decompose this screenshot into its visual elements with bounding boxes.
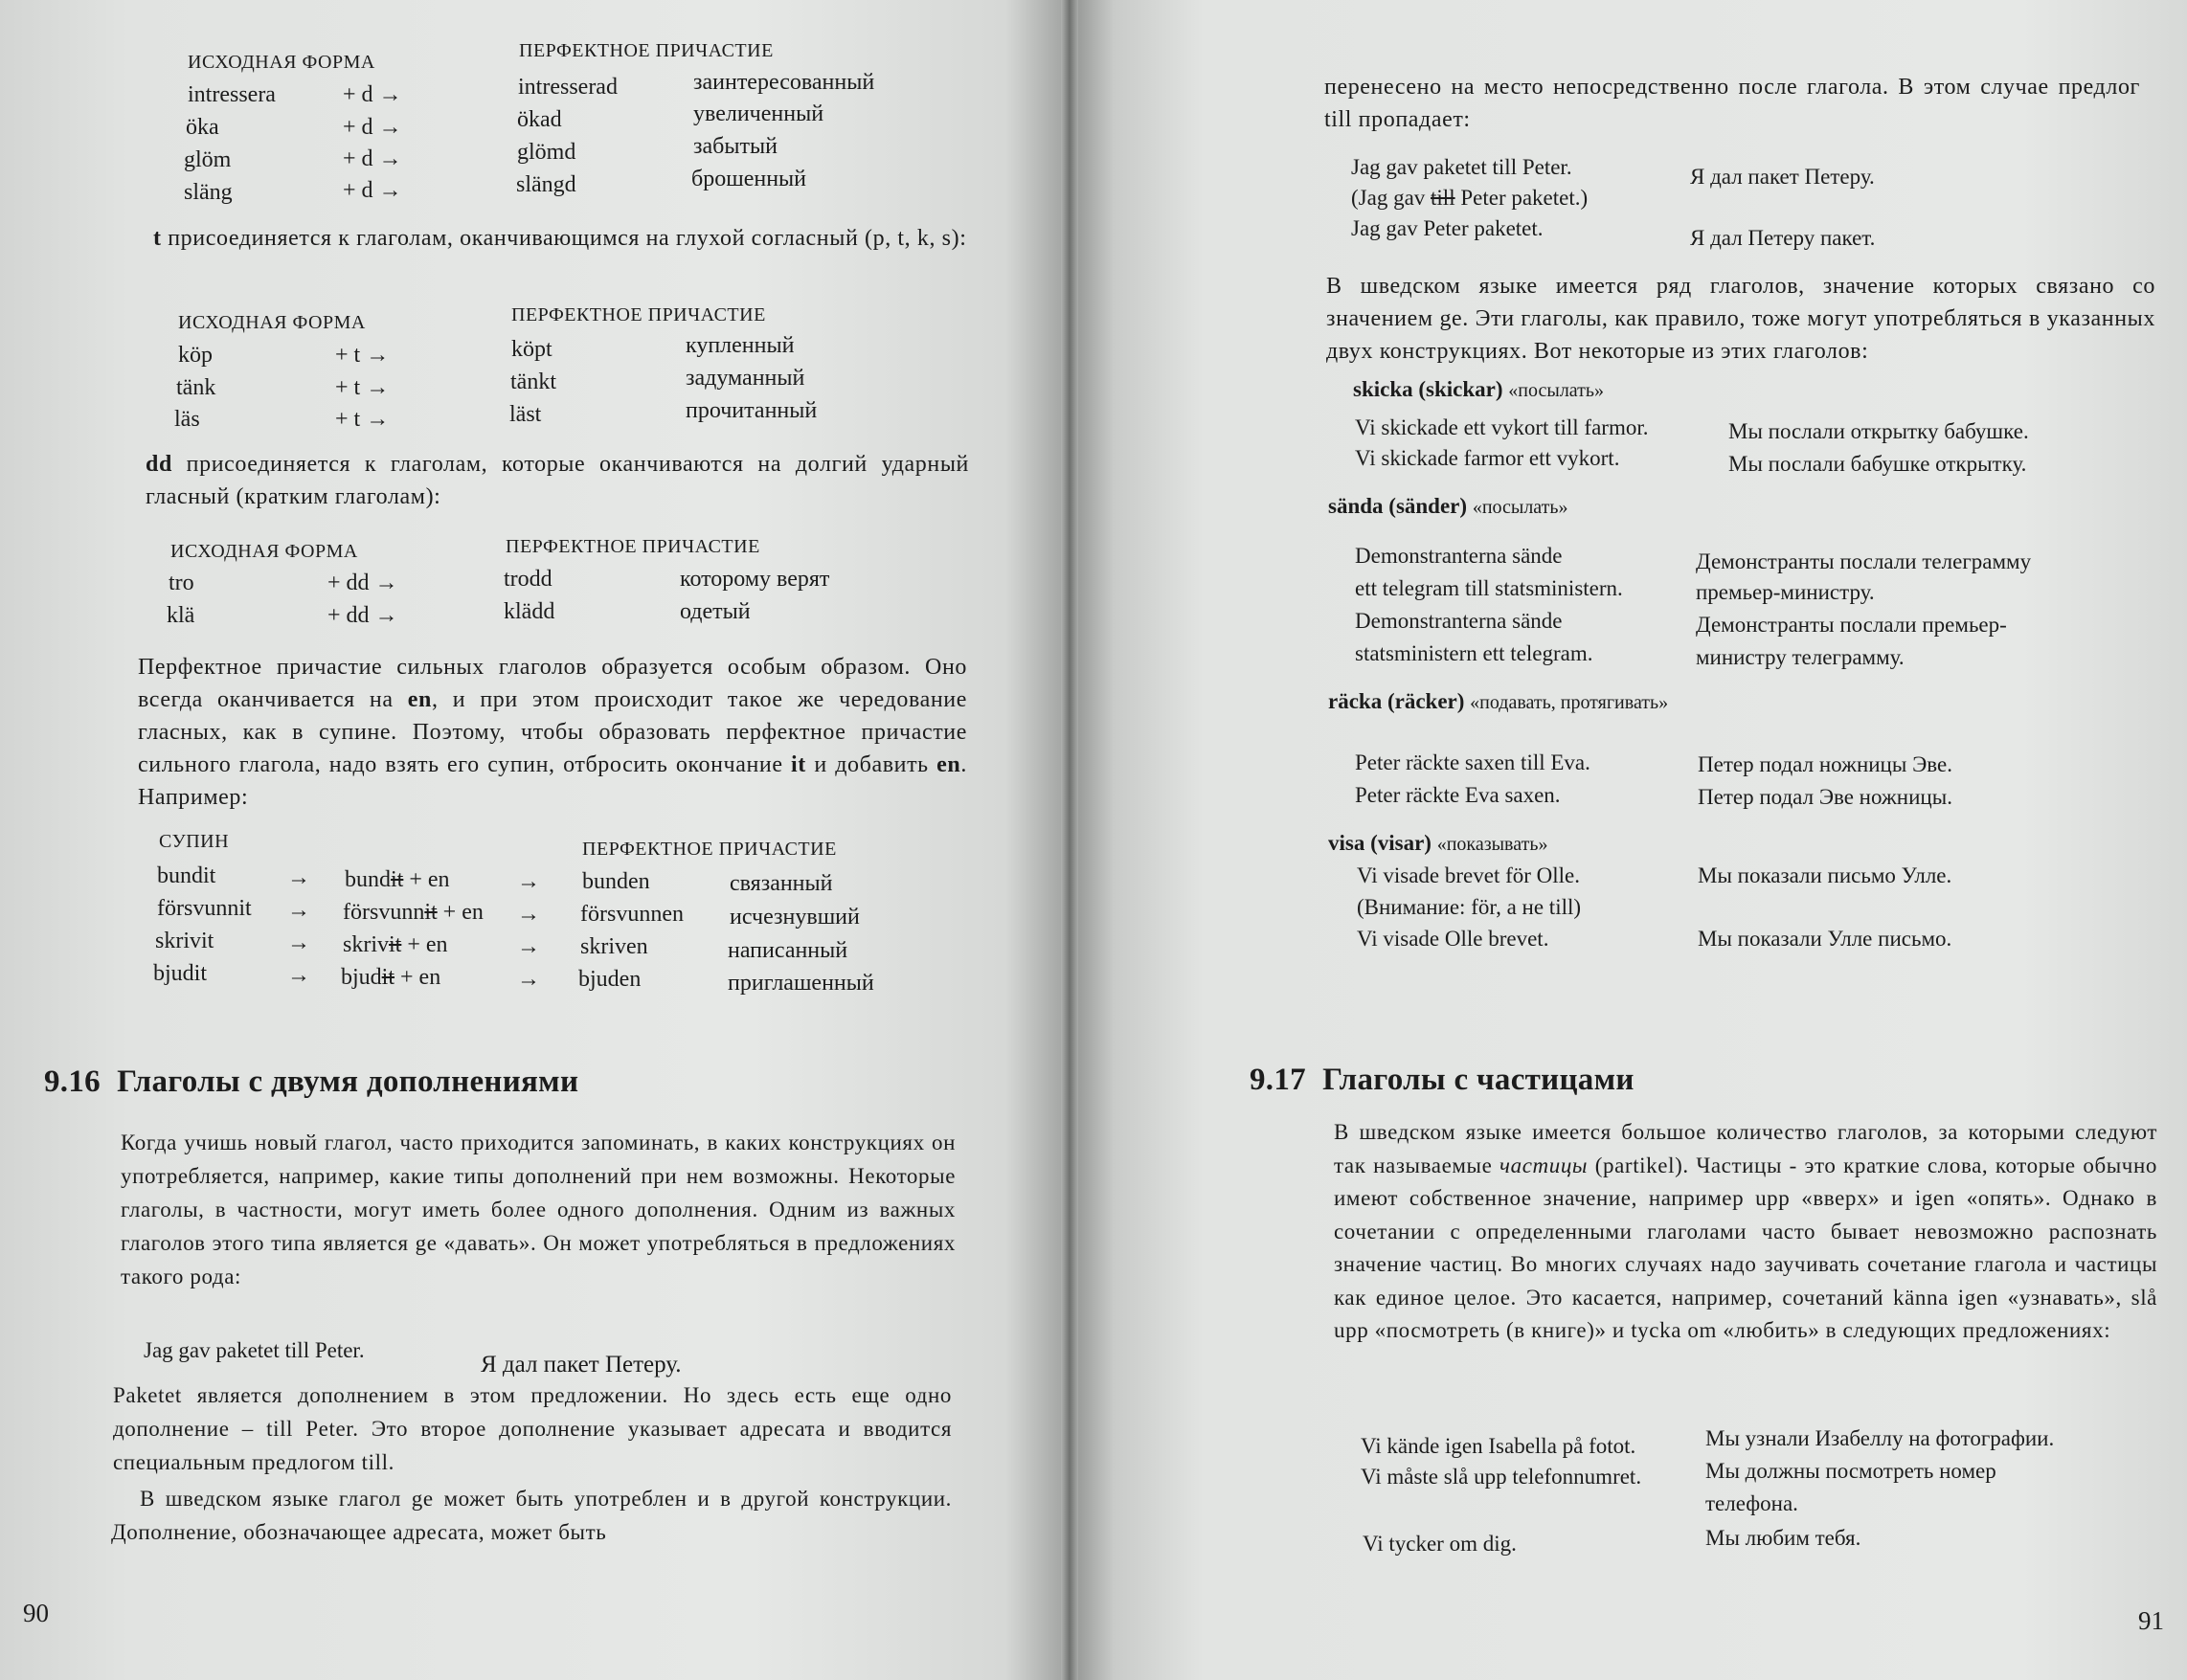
paragraph-ge-verbs: В шведском языке имеется ряд глаголов, значение которых связано со значением ge. Эти глаголы, как правило, тоже могут употребляться в указанных двух конструкциях. Вот некоторые из этих глаголов: xyxy=(1326,274,2155,364)
example-swedish: Jag gav paketet till Peter. xyxy=(144,1338,365,1362)
table-cell: intressera xyxy=(188,82,276,107)
table-cell xyxy=(341,965,440,991)
table-cell: köp xyxy=(178,343,213,368)
example-swedish: Vi tycker om dig. xyxy=(1363,1532,1517,1556)
section-number: 9.16 xyxy=(44,1064,101,1099)
para-text: . Например: xyxy=(138,752,967,810)
example-swedish: Demonstranterna sände xyxy=(1355,609,1563,633)
book-gutter xyxy=(1061,0,1078,1680)
arrow: → xyxy=(287,963,310,988)
rule-text: присоединяется к глаголам, которые оканчиваются на долгий ударный гласный (кратким глаголам): xyxy=(146,452,969,509)
table-cell: исчезнувший xyxy=(730,905,860,930)
section-number: 9.17 xyxy=(1250,1063,1306,1097)
table-cell: bunden xyxy=(582,869,650,894)
example-swedish: Vi kände igen Isabella på fotot. xyxy=(1361,1434,1636,1458)
table-cell: заинтересованный xyxy=(693,70,875,95)
left-page xyxy=(0,0,1070,1680)
table-cell: försvunnit xyxy=(157,896,252,921)
arrow: → xyxy=(517,934,540,959)
table-cell: + t → xyxy=(335,375,390,400)
example-swedish: Vi skickade farmor ett vykort. xyxy=(1355,446,1620,470)
verb-form: sända (sänder) xyxy=(1328,494,1468,518)
table4-head-supine: СУПИН xyxy=(159,831,230,852)
table-cell: + d → xyxy=(343,146,402,171)
table-cell xyxy=(345,867,450,893)
section-heading-916 xyxy=(44,1064,578,1100)
verb-head xyxy=(1353,377,1604,402)
intro-paragraph: Когда учишь новый глагол, часто приходится запоминать, в каких конструкциях он употребляется, например, какие типы дополнений при нем возможны. Некоторые глаголы, в частности, могут иметь более одного дополнения. Одним из важных глаголов этого типа является ge «давать». Он может употребляться в предложениях такого рода: xyxy=(121,1131,956,1288)
table1-head-participle: ПЕРФЕКТНОЕ ПРИЧАСТИЕ xyxy=(519,40,774,61)
example-russian: Петер подал Эве ножницы. xyxy=(1698,785,1952,809)
table-cell: купленный xyxy=(686,333,795,358)
table-cell: которому верят xyxy=(680,567,830,592)
strong-verbs-paragraph xyxy=(138,651,967,814)
example-swedish: Vi måste slå upp telefonnumret. xyxy=(1361,1465,1642,1489)
table-cell: забытый xyxy=(693,134,778,159)
example-swedish: Jag gav paketet till Peter. xyxy=(1351,155,1572,179)
example-russian: Мы послали открытку бабушке. xyxy=(1728,419,2029,443)
example-swedish: statsministern ett telegram. xyxy=(1355,641,1593,665)
example-swedish: Demonstranterna sände xyxy=(1355,544,1563,568)
table-cell: tänk xyxy=(176,375,216,400)
para-text: (partikel). Частицы - это краткие слова, которые обычно имеют собственное значение, например upp «вверх» и igen «опять». Однако в сочетании с определенными глаголами часто бывает невозможно распознать значение частиц. Во многих случаях надо заучивать сочетание глагола и частицы как единое целое. Это касается, например, сочетаний känna igen «узнавать», slå upp «посмотреть (в книге)» и tycka om «любить» в следующих предложениях: xyxy=(1334,1153,2157,1342)
section-title: Глаголы с частицами xyxy=(1322,1063,1635,1097)
example-russian: Демонстранты послали телеграмму xyxy=(1696,549,2032,573)
table-cell: + dd → xyxy=(327,571,398,595)
verb-gloss: «посылать» xyxy=(1508,380,1605,401)
table-cell: + d → xyxy=(343,82,402,107)
rule-t-paragraph xyxy=(153,222,977,255)
verb-gloss: «показывать» xyxy=(1436,834,1548,855)
table-cell: + t → xyxy=(335,343,390,368)
table-cell: брошенный xyxy=(691,167,806,191)
stem: bund xyxy=(345,867,391,892)
paragraph-paketet: Paketet является дополнением в этом предложении. Но здесь есть еще одно дополнение – till Peter. Это второе дополнение указывает адресата и вводится специальным предлогом till. xyxy=(113,1383,952,1474)
arrow: → xyxy=(517,967,540,992)
example-swedish: Vi visade Olle brevet. xyxy=(1357,927,1549,951)
example-note: (Внимание: för, а не till) xyxy=(1357,895,1582,919)
table-cell: glöm xyxy=(184,147,232,172)
plus-en: + en xyxy=(409,867,450,892)
para-text: , и при этом происходит такое же чередование гласных, как в супине. Поэтому, чтобы образовать перфектное причастие сильного глагола, надо взять его супин, отбросить окончание xyxy=(138,687,967,777)
table-cell: trodd xyxy=(504,567,552,592)
plus-en: + en xyxy=(442,900,484,925)
struck-word: till xyxy=(1431,186,1455,210)
table-cell: intresserad xyxy=(518,75,618,100)
struck-ending: it xyxy=(391,867,404,892)
table3-head-participle: ПЕРФЕКТНОЕ ПРИЧАСТИЕ xyxy=(506,536,760,557)
table-cell: slängd xyxy=(516,172,576,197)
example-russian: Мы любим тебя. xyxy=(1705,1526,1861,1550)
example-swedish: Peter räckte saxen till Eva. xyxy=(1355,750,1590,774)
table-cell: задуманный xyxy=(686,366,805,391)
example-russian: Мы должны посмотреть номер xyxy=(1705,1459,1996,1483)
para-text: и добавить xyxy=(814,752,929,777)
rule-key: dd xyxy=(146,452,172,477)
keyword: en xyxy=(407,687,432,712)
para-text: Перфектное причастие сильных глаголов образуется особым образом. Оно всегда оканчивается на xyxy=(138,655,967,712)
example-swedish: Peter räckte Eva saxen. xyxy=(1355,783,1561,807)
table-cell: + d → xyxy=(343,178,402,203)
para-text: В шведском языке имеется большое количество глаголов, за которыми следуют так называемые xyxy=(1334,1120,2157,1177)
table-cell: bundit xyxy=(157,863,216,888)
struck-ending: it xyxy=(424,900,438,925)
table-cell: ökad xyxy=(517,107,562,132)
verb-form: visa (visar) xyxy=(1328,831,1432,855)
table-cell: tänkt xyxy=(510,370,556,394)
example-russian: Мы узнали Изабеллу на фотографии. xyxy=(1705,1426,2055,1450)
verb-head xyxy=(1328,689,1668,714)
table-cell: läs xyxy=(174,407,200,432)
table2-head-base: ИСХОДНАЯ ФОРМА xyxy=(178,312,366,333)
section-heading-917 xyxy=(1250,1063,1635,1098)
verb-head xyxy=(1328,494,1568,519)
arrow: → xyxy=(287,865,310,890)
table-cell: släng xyxy=(184,180,233,205)
table-cell: + t → xyxy=(335,407,390,432)
keyword: en xyxy=(936,752,961,777)
table-cell: увеличенный xyxy=(693,101,824,126)
table-cell: bjuden xyxy=(578,967,642,992)
example-russian: Я дал пакет Петеру. xyxy=(481,1352,682,1378)
paragraph-ge: В шведском языке глагол ge может быть употреблен и в другой конструкции. Дополнение, обозначающее адресата, может быть xyxy=(111,1487,952,1544)
table-cell: läst xyxy=(509,402,542,427)
arrow: → xyxy=(287,898,310,923)
table-cell xyxy=(343,900,484,926)
table-cell: köpt xyxy=(511,337,552,362)
verb-form: räcka (räcker) xyxy=(1328,689,1465,713)
rule-text: присоединяется к глаголам, оканчивающимся на глухой согласный (p, t, k, s): xyxy=(168,226,967,251)
table3-head-base: ИСХОДНАЯ ФОРМА xyxy=(170,541,358,562)
table4-head-participle: ПЕРФЕКТНОЕ ПРИЧАСТИЕ xyxy=(582,839,837,860)
example-russian: премьер-министру. xyxy=(1696,580,1875,604)
section-title: Глаголы с двумя дополнениями xyxy=(117,1064,579,1099)
table-cell: одетый xyxy=(680,599,751,624)
table-cell xyxy=(343,932,448,958)
example-russian: министру телеграмму. xyxy=(1696,645,1905,669)
rule-key: t xyxy=(153,226,162,251)
table2-head-participle: ПЕРФЕКТНОЕ ПРИЧАСТИЕ xyxy=(511,304,766,325)
table-cell: bjudit xyxy=(153,961,208,986)
verb-gloss: «подавать, протягивать» xyxy=(1470,692,1669,713)
example-russian: Мы показали письмо Улле. xyxy=(1698,863,1952,887)
table-cell: + dd → xyxy=(327,603,398,628)
example-russian: Я дал пакет Петеру. xyxy=(1690,165,1875,189)
example-russian: Петер подал ножницы Эве. xyxy=(1698,752,1952,776)
table1-head-base: ИСХОДНАЯ ФОРМА xyxy=(188,52,375,73)
table-cell: связанный xyxy=(730,871,833,896)
struck-ending: it xyxy=(381,965,395,990)
particles-paragraph xyxy=(1334,1116,2157,1348)
example-russian: Я дал Петеру пакет. xyxy=(1690,226,1876,250)
struck-ending: it xyxy=(389,932,402,957)
example-russian: Мы послали бабушке открытку. xyxy=(1728,452,2027,476)
rule-dd-paragraph xyxy=(146,448,969,513)
arrow: → xyxy=(287,930,310,955)
table-cell: skriven xyxy=(580,934,648,959)
table-cell: glömd xyxy=(517,140,576,165)
table-cell: öka xyxy=(186,115,219,140)
plus-en: + en xyxy=(407,932,448,957)
example-swedish-struck xyxy=(1351,186,1588,211)
page-number-right: 91 xyxy=(2138,1606,2164,1635)
emphasis: частицы xyxy=(1499,1153,1589,1177)
stem: försvunn xyxy=(343,900,425,925)
arrow: → xyxy=(517,869,540,894)
table-cell: tro xyxy=(169,571,194,595)
table-cell: försvunnen xyxy=(580,902,684,927)
top-paragraph: перенесено на место непосредственно после глагола. В этом случае предлог till пропадает: xyxy=(1324,75,2140,132)
example-swedish: Jag gav Peter paketet. xyxy=(1351,216,1544,240)
table-cell: skrivit xyxy=(155,929,214,953)
verb-gloss: «посылать» xyxy=(1472,497,1568,518)
example-swedish: Vi skickade ett vykort till farmor. xyxy=(1355,415,1649,439)
example-part: Peter paketet.) xyxy=(1454,186,1589,210)
stem: bjud xyxy=(341,965,382,990)
table-cell: klädd xyxy=(504,599,555,624)
plus-en: + en xyxy=(400,965,441,990)
keyword: it xyxy=(791,752,806,777)
table-cell: + d → xyxy=(343,115,402,140)
example-russian: Мы показали Улле письмо. xyxy=(1698,927,1952,951)
example-russian: Демонстранты послали премьер- xyxy=(1696,613,2007,637)
page-number-left: 90 xyxy=(23,1599,49,1627)
example-swedish: Vi visade brevet för Olle. xyxy=(1357,863,1581,887)
example-part: (Jag gav xyxy=(1351,186,1432,210)
stem: skriv xyxy=(343,932,389,957)
verb-head xyxy=(1328,831,1547,856)
table-cell: klä xyxy=(167,603,195,628)
example-swedish: ett telegram till statsministern. xyxy=(1355,576,1623,600)
table-cell: написанный xyxy=(728,938,848,963)
right-page xyxy=(1070,0,2187,1680)
table-cell: прочитанный xyxy=(686,398,818,423)
verb-form: skicka (skickar) xyxy=(1353,377,1503,401)
table-cell: приглашенный xyxy=(728,971,874,996)
arrow: → xyxy=(517,902,540,927)
example-russian: телефона. xyxy=(1705,1491,1798,1515)
